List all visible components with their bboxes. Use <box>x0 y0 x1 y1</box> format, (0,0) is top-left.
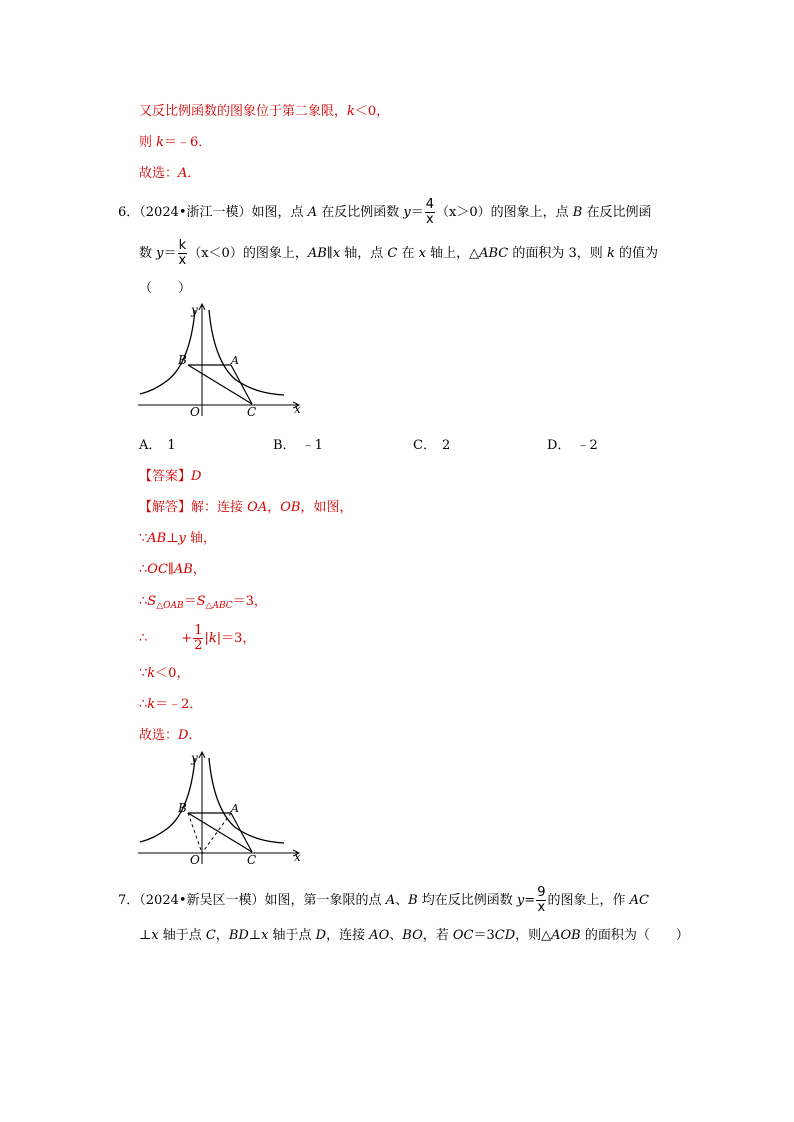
solution-line-7: ∴k＝﹣2． <box>139 697 203 712</box>
q5-line-3: 故选：A． <box>139 166 201 181</box>
q7-stem-line-2: ⊥x 轴于点 C，BD⊥x 轴于点 D，连接 AO、BO，若 OC＝3CD，则△AOB 的面积为（ ） <box>139 928 689 943</box>
option-d: D． ﹣2 <box>547 438 598 453</box>
q6-figure <box>136 298 306 418</box>
solution-line-1: 【解答】解：连接 OA，OB，如图， <box>139 500 353 515</box>
solution-tag: 【解答】 <box>139 500 192 515</box>
curve-right <box>209 758 284 843</box>
option-b: B． ﹣1 <box>273 438 323 453</box>
label-o: O <box>190 853 200 866</box>
q6-number: 6． <box>118 205 140 220</box>
label-c: C <box>247 405 257 418</box>
q6-blank-paren: （ ） <box>139 281 192 296</box>
answer-tag: 【答案】 <box>139 469 192 484</box>
option-c: C． 2 <box>413 438 451 453</box>
label-y: y <box>191 751 198 765</box>
solution-figure <box>136 746 306 866</box>
q6-stem-line-1: 6．（2024•浙江一模）如图，点 A 在反比例函数 y＝ $\frac{4}{x}$ （x＞0）的图象上，点 B 在反比例函 <box>118 197 652 227</box>
answer-value: D <box>191 469 202 484</box>
curve-right <box>209 310 284 395</box>
solution-line-6: ∵k＜0， <box>139 666 190 681</box>
label-b: B <box>178 353 187 367</box>
label-x: x <box>294 402 301 416</box>
label-o: O <box>190 405 200 418</box>
q6-stem-line-2: 数 y＝ $\frac{k}{x}$ （x＜0）的图象上，AB∥x 轴，点 C 在 x 轴上，△ABC 的面积为 3，则 k 的值为 <box>139 238 658 268</box>
option-a: A． 1 <box>139 438 176 453</box>
q6-fraction-1: $\frac{4}{x}$ <box>425 197 434 227</box>
q7-source: （2024•新吴区一模） <box>139 893 265 908</box>
solution-line-2: ∵AB⊥y 轴， <box>139 531 216 546</box>
solution-fraction: $\frac{1}{2}$ <box>194 623 203 653</box>
segment-oa-dashed <box>202 813 231 853</box>
solution-line-5: ∴ + $\frac{1}{2}$ |k|＝3， <box>139 623 256 653</box>
solution-line-8: 故选：D． <box>139 728 202 743</box>
label-a: A <box>231 354 239 367</box>
q5-line-2: 则 k＝﹣6． <box>139 135 212 150</box>
q7-number: 7． <box>118 893 140 908</box>
label-x: x <box>294 850 301 864</box>
segment-ob-dashed <box>188 813 202 853</box>
label-y: y <box>191 303 198 317</box>
q7-stem-line-1: 7．（2024•新吴区一模）如图，第一象限的点 A、B 均在反比例函数 y= $\frac{9}{x}$ 的图象上，作 AC <box>118 885 649 915</box>
solution-line-4: $\therefore S_{\triangle OAB}=S_{\triangle ABC}=3$， <box>139 594 267 611</box>
label-c: C <box>247 853 257 866</box>
q6-source: （2024•浙江一模） <box>139 205 252 220</box>
q6-fraction-2: $\frac{k}{x}$ <box>178 238 187 268</box>
q7-fraction: $\frac{9}{x}$ <box>537 885 546 915</box>
curve-left <box>140 310 195 394</box>
curve-left <box>140 758 195 842</box>
solution-line-3: ∴OC∥AB， <box>139 562 206 577</box>
label-a: A <box>231 802 239 815</box>
label-b: B <box>178 801 187 815</box>
answer-line <box>139 467 201 487</box>
q5-line-1: 又反比例函数的图象位于第二象限，k＜0， <box>139 104 390 119</box>
